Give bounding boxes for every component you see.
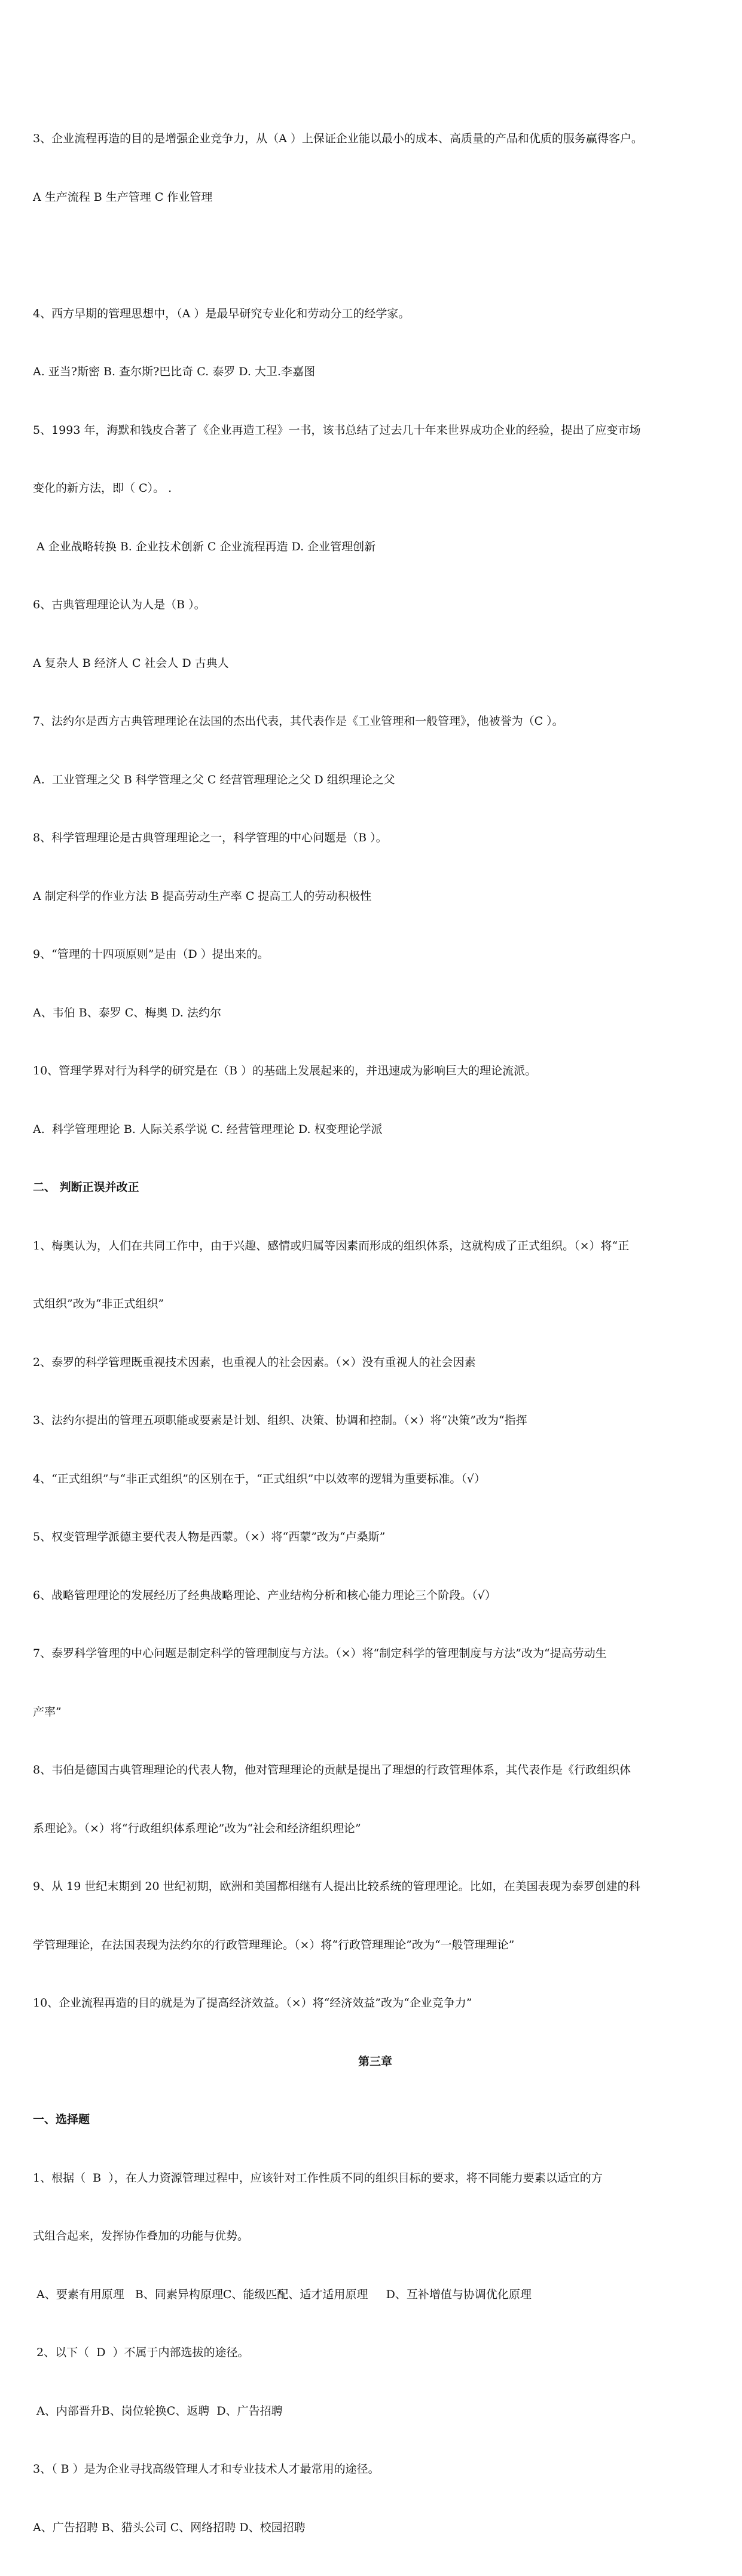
question-5-text-line-2: 变化的新方法，即（ C）。 . <box>33 482 172 495</box>
question-10-text: 10、管理学界对行为科学的研究是在（B ）的基础上发展起来的，并迅速成为影响巨大的理论流派。 <box>33 1064 537 1077</box>
question-7-options: A. 工业管理之父 B 科学管理之父 C 经营管理理论之父 D 组织理论之父 <box>33 773 395 786</box>
judgment-5: 5、权变管理学派德主要代表人物是西蒙。（×）将“西蒙”改为“卢桑斯” <box>33 1530 386 1543</box>
chapter3-question-3-text: 3、（ B ）是为企业寻找高级管理人才和专业技术人才最常用的途径。 <box>33 2462 380 2476</box>
question-5-options: A 企业战略转换 B. 企业技术创新 C 企业流程再造 D. 企业管理创新 <box>33 540 376 553</box>
blank-line <box>33 246 717 265</box>
document-body <box>33 90 717 2576</box>
question-3-text: 3、企业流程再造的目的是增强企业竞争力，从（A ）上保证企业能以最小的成本、高质量的产品和优质的服务赢得客户。 <box>33 132 643 145</box>
judgment-3: 3、法约尔提出的管理五项职能或要素是计划、组织、决策、协调和控制。（×）将“决策”改为“指挥 <box>33 1414 527 1427</box>
judgment-7-line-1: 7、泰罗科学管理的中心问题是制定科学的管理制度与方法。（×）将“制定科学的管理制度与方法”改为“提高劳动生 <box>33 1647 607 1660</box>
judgment-6: 6、战略管理理论的发展经历了经典战略理论、产业结构分析和核心能力理论三个阶段。（√） <box>33 1588 496 1602</box>
question-7-text: 7、法约尔是西方古典管理理论在法国的杰出代表，其代表作是《工业管理和一般管理》，他被誉为（C ）。 <box>33 715 564 728</box>
question-4-options: A. 亚当?斯密 B. 查尔斯?巴比奇 C. 泰罗 D. 大卫.李嘉图 <box>33 365 315 378</box>
question-8-text: 8、科学管理理论是古典管理理论之一，科学管理的中心问题是（B ）。 <box>33 831 387 844</box>
judgment-1-line-1: 1、梅奥认为，人们在共同工作中，由于兴趣、感情或归属等因素而形成的组织体系，这就构成了正式组织。（×）将“正 <box>33 1239 630 1252</box>
chapter-heading: 第三章 <box>358 2054 392 2068</box>
judgment-8-line-1: 8、韦伯是德国古典管理理论的代表人物，他对管理理论的贡献是提出了理想的行政管理体系，其代表作是《行政组织体 <box>33 1763 631 1776</box>
chapter3-question-1-line-1: 1、根据（ B ），在人力资源管理过程中，应该针对工作性质不同的组织目标的要求，将不同能力要素以适宜的方 <box>33 2171 603 2185</box>
section-heading-true-false: 二、 判断正误并改正 <box>33 1181 139 1194</box>
chapter3-question-2-options: A、内部晋升B、岗位轮换C、返聘 D、广告招聘 <box>33 2404 283 2418</box>
question-9-text: 9、“管理的十四项原则”是由（D ）提出来的。 <box>33 948 269 961</box>
judgment-9-line-1: 9、从 19 世纪末期到 20 世纪初期，欧洲和美国都相继有人提出比较系统的管理理论。比如，在美国表现为泰罗创建的科 <box>33 1880 640 1893</box>
question-5-text-line-1: 5、1993 年，海默和钱皮合著了《企业再造工程》一书，该书总结了过去几十年来世界成功企业的经验，提出了应变市场 <box>33 423 641 437</box>
judgment-4: 4、“正式组织”与“非正式组织”的区别在于，“正式组织”中以效率的逻辑为重要标准。（√） <box>33 1472 485 1485</box>
chapter3-question-2-text: 2、以下（ D ）不属于内部选拔的途径。 <box>33 2346 249 2359</box>
judgment-10: 10、企业流程再造的目的就是为了提高经济效益。（×）将“经济效益”改为“企业竞争力” <box>33 1996 472 2010</box>
question-8-options: A 制定科学的作业方法 B 提高劳动生产率 C 提高工人的劳动积极性 <box>33 889 372 903</box>
question-3-options: A 生产流程 B 生产管理 C 作业管理 <box>33 190 213 204</box>
question-9-options: A、韦伯 B、泰罗 C、梅奥 D. 法约尔 <box>33 1006 221 1019</box>
section-heading-multiple-choice: 一、选择题 <box>33 2113 90 2126</box>
chapter3-question-1-line-2: 式组合起来，发挥协作叠加的功能与优势。 <box>33 2229 249 2243</box>
chapter3-question-3-options: A、广告招聘 B、猎头公司 C、网络招聘 D、校园招聘 <box>33 2520 306 2534</box>
judgment-7-line-2: 产率” <box>33 1705 62 1719</box>
question-6-options: A 复杂人 B 经济人 C 社会人 D 古典人 <box>33 656 229 670</box>
question-10-options: A. 科学管理理论 B. 人际关系学说 C. 经营管理理论 D. 权变理论学派 <box>33 1122 383 1136</box>
judgment-9-line-2: 学管理理论，在法国表现为法约尔的行政管理理论。（×）将“行政管理理论”改为“一般管理理论” <box>33 1938 515 1952</box>
question-6-text: 6、古典管理理论认为人是（B ）。 <box>33 598 206 611</box>
chapter3-question-1-options: A、要素有用原理 B、同素异构原理C、能级匹配、适才适用原理 D、互补增值与协调优化原理 <box>33 2287 532 2301</box>
judgment-2: 2、泰罗的科学管理既重视技术因素，也重视人的社会因素。（×）没有重视人的社会因素 <box>33 1355 476 1369</box>
judgment-1-line-2: 式组织”改为“非正式组织” <box>33 1297 164 1310</box>
question-4-text: 4、西方早期的管理思想中，（A ）是最早研究专业化和劳动分工的经学家。 <box>33 307 410 320</box>
judgment-8-line-2: 系理论》。（×）将“行政组织体系理论”改为“社会和经济组织理论” <box>33 1821 361 1835</box>
